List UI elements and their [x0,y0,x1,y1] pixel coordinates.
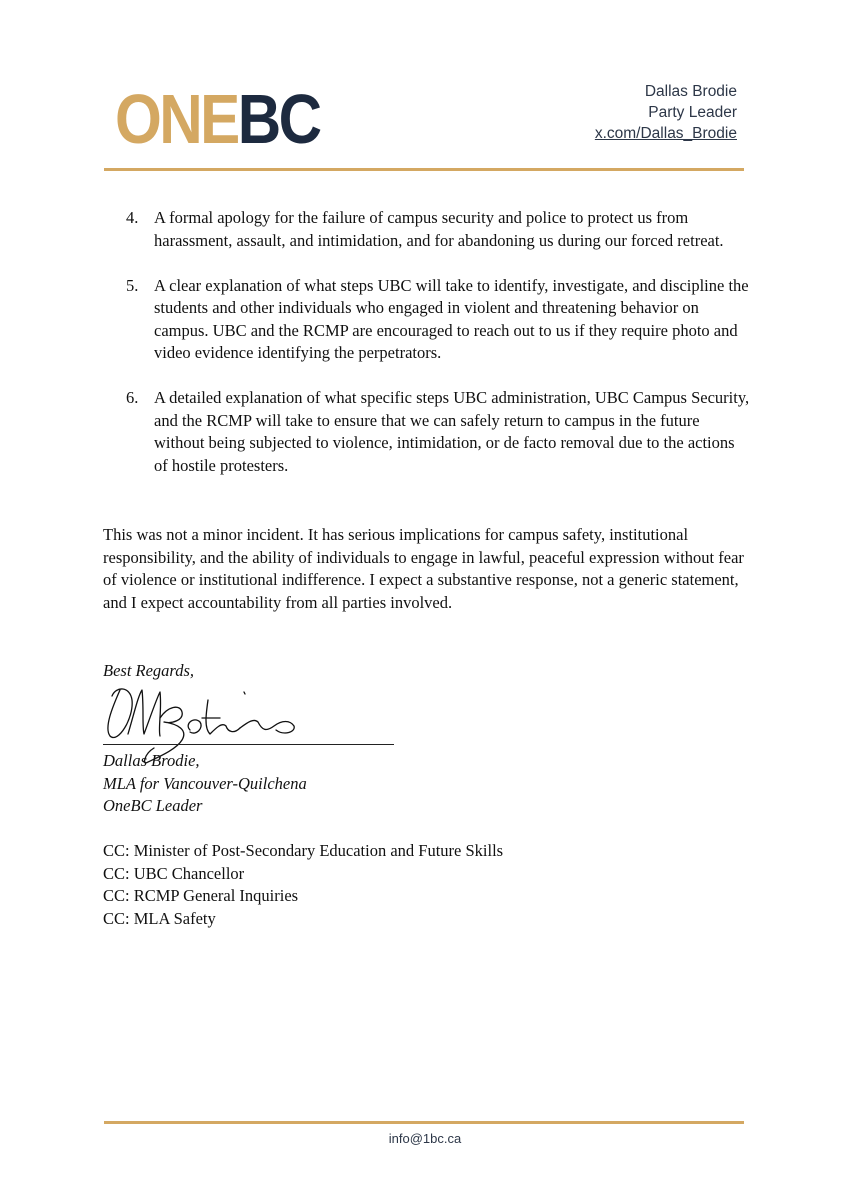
list-item-text: A clear explanation of what steps UBC will take to identify, investigate, and discipline the students and other individuals who engaged in violent and threatening behavior on campus. UBC and the RCMP are encouraged to reach out to us if they require photo and video evidence identifying the perpetrators. [154,275,749,362]
footer-email: info@1bc.ca [388,1131,462,1146]
contact-title: Party Leader [648,104,737,121]
list-item-text: A detailed explanation of what specific steps UBC administration, UBC Campus Security, and the RCMP will take to ensure that we can safely return to campus in the future without being subjected to violence, intimidation, or de facto removal due to the actions of hostile protesters. [154,388,750,475]
cc-item: CC: RCMP General Inquiries [103,886,299,905]
signer-name: Dallas Brodie, [103,751,200,770]
closing-salutation: Best Regards, [103,661,195,680]
footer-divider [104,1121,744,1124]
cc-list [103,840,503,930]
list-item-number: 4. [126,208,139,227]
signer-role: MLA for Vancouver-Quilchena [103,773,307,793]
signer-block [103,750,307,818]
logo-bc: BC [237,80,320,158]
list-item-text: A formal apology for the failure of campus security and police to protect us from harassment, assault, and intimidation, and for abandoning us during our forced retreat. [154,208,724,250]
logo-one: ONE [115,80,238,158]
list-item [126,387,751,477]
contact-name: Dallas Brodie [644,83,737,100]
header-divider [104,168,744,171]
signature-line [103,744,394,745]
list-item [126,275,751,365]
list-item-number: 6. [126,388,139,407]
demands-list [126,207,751,500]
onebc-logo [115,80,320,158]
contact-block [595,81,737,144]
list-item [126,207,751,252]
cc-item: CC: UBC Chancellor [103,863,245,883]
list-item-number: 5. [126,275,139,295]
contact-link[interactable]: x.com/Dallas_Brodie [594,125,737,142]
signer-org: OneBC Leader [103,796,203,815]
body-paragraph: This was not a minor incident. It has serious implications for campus safety, institutional responsibility, and the ability of individuals to engage in lawful, peaceful expression without fear of violence or institutional indifference. I expect a substantive response, not a generic statement, and I expect accountability from all parties involved. [103,525,744,612]
cc-item: CC: Minister of Post-Secondary Education and Future Skills [103,841,504,860]
cc-item: CC: MLA Safety [103,908,216,928]
